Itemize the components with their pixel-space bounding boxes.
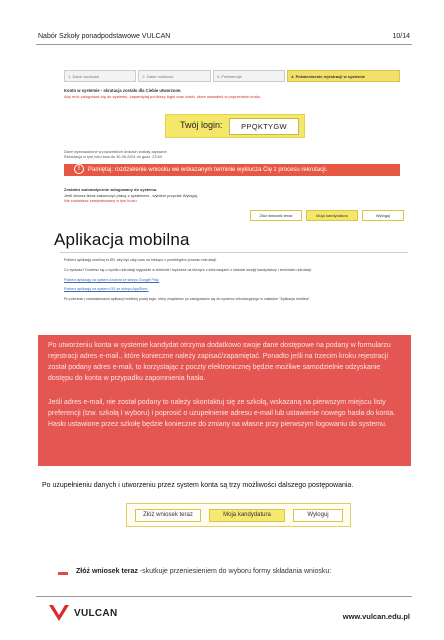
bullet-marker [58, 572, 68, 575]
app-line-5: Po pobraniu i zainstalowaniu aplikacji mobilnej podaj login, który znajdziesz po zalogowaniu się do systemu rekrutacyjnego w zakładce "Aplikacja mobilna". [64, 297, 311, 301]
account-created-text: Konto w systemie - skrutacja zostało dla Ciebie utworzone. [64, 88, 182, 93]
ios-link[interactable]: Pobierz aplikację na system iOS ze sklepu AppStore. [64, 287, 149, 291]
callout-paragraph-2: Jeśli adres e-mail, nie został podany to należy skontaktuj się ze szkołą, wskazaną na pierwszym miejscu listy preferencji (tzw. szkołą I wyboru) i poprosić o uzupełnienie adresu e-mail lub ustawienie nowego hasła do konta. Hasło ustawione przez szkołę będzie konieczne do zmiany na własne przy pierwszym logowaniu do systemu. [48, 399, 396, 428]
exclamation-icon: ! [74, 164, 84, 174]
bullet-bold: Złóż wniosek teraz [76, 568, 138, 575]
warning-banner [64, 164, 400, 176]
action-button-bar [126, 503, 351, 527]
my-candidacy-button[interactable]: Moja kandydatura [209, 509, 285, 522]
bullet-text [76, 568, 331, 575]
info-callout [38, 335, 411, 466]
app-line-1: Pobierz aplikację mobilną eLSR, aby być cały czas na bieżąco z przebiegiem procesu rekrutacji. [64, 258, 218, 262]
mobile-app-divider [60, 252, 408, 253]
embedded-screenshot [54, 58, 408, 326]
document-header-title: Nabór Szkoły ponadpodstawowe VULCAN [38, 33, 171, 40]
login-value: PPQKTYGW [229, 118, 299, 135]
my-candidacy-button-small[interactable]: Moja kandydatura [306, 210, 358, 221]
page-number: 10/14 [392, 33, 410, 40]
android-link[interactable]: Pobierz aplikację na system Android ze sklepu Google Play. [64, 278, 160, 282]
vulcan-logo [48, 602, 117, 624]
warning-text: Pamiętaj: rozdzielenie wniosku we wskazanym terminie wyklucza Cię z procesu rekrutacji. [88, 167, 328, 173]
step-4-active: 4. Potwierdzenie rejestracji w systemie [287, 70, 400, 82]
screenshot-button-row [60, 210, 408, 220]
callout-paragraph-1: Po utworzeniu konta w systemie kandydat otrzyma dodatkowo swoje dane dostępowe na podany w formularzu rejestracji adres e-mail., które konieczne należy zapisać/zapamiętać. Ponadto jeśli na trzecim kroku rejestracji został podany adres e-mail, to korzystając z poczty elektronicznej będzie możliwe samodzielnie odzyskanie dostępu do konta w przypadku zapomnienia hasła. [48, 342, 391, 382]
mobile-app-heading: Aplikacja mobilna [54, 230, 190, 249]
login-panel [165, 114, 305, 138]
logout-hint-text: Jeśli chcesz teraz zakończyć pracę z systemem - wybierz przycisk Wyloguj. [64, 193, 198, 198]
footer-url[interactable]: www.vulcan.edu.pl [342, 612, 410, 621]
logout-button[interactable]: Wyloguj [293, 509, 343, 522]
login-label: Twój login: [180, 120, 223, 130]
wizard-steps [64, 70, 400, 82]
auto-login-text: Zostałeś automatycznie zalogowany do systemu. [64, 187, 158, 192]
submit-now-button[interactable]: Złóż wniosek teraz [135, 509, 201, 522]
vulcan-logo-text: VULCAN [74, 607, 118, 619]
options-intro-text: Po uzupełnieniu danych i utworzeniu przez system konta są trzy możliwości dalszego postępowania. [42, 482, 354, 489]
bullet-rest: -skutkuje przeniesieniem do wyboru formy składania wniosku: [137, 568, 332, 575]
logout-button-small[interactable]: Wyloguj [362, 210, 404, 221]
step-3: 3. Preferencje [213, 70, 285, 82]
footer-divider [36, 596, 412, 597]
step-2: 2. Dane rodziców [138, 70, 210, 82]
remember-credentials-text: Aby móc zalogować się do systemu, zapamiętaj poniższy login oraz hasło, które ustawiłeś w poprzednim kroku. [64, 94, 262, 99]
vulcan-logo-icon [48, 603, 70, 623]
header-divider [36, 44, 412, 45]
app-line-2: Co zyskasz? Dowiesz się o wyniku rekrutacji wygodnie w telefonie i będziesz na bieżąco z informacjami o statusie swojej kandydatury i terminach rekrutacji. [64, 268, 313, 272]
step-1: 1. Dane osobowe [64, 70, 136, 82]
deadline-info: Rekrutacja w tym roku trwa do 30-06-2024 do godz. 23:59. [64, 155, 163, 159]
not-registered-text: Nie zostaniesz zarejestrowany w tym kroku. [64, 199, 138, 203]
submit-now-button-small[interactable]: Złóż wniosek teraz [250, 210, 302, 221]
saved-info: Dane wprowadzone w poprzednich krokach zostały zapisane. [64, 150, 168, 154]
